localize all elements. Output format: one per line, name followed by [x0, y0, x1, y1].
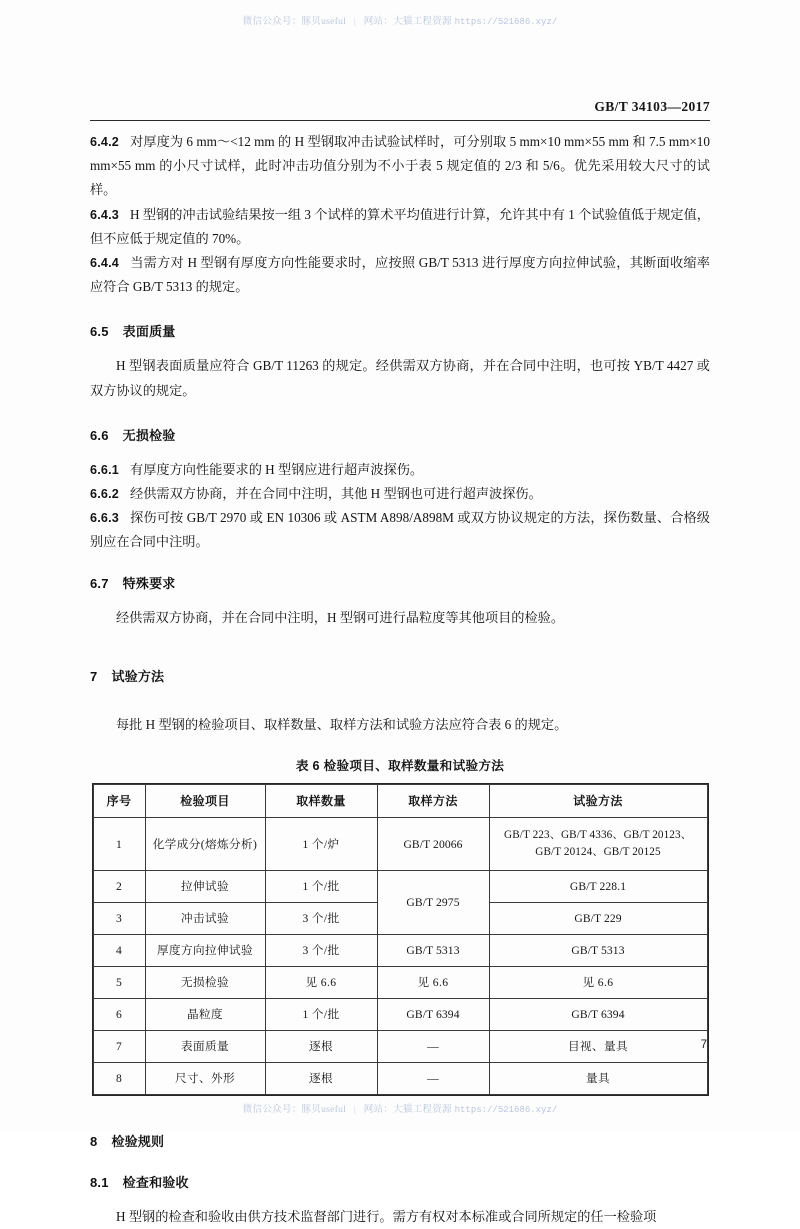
table-row [93, 935, 707, 967]
clause-6-6-2-number: 6.6.2 [90, 487, 120, 502]
clause-6-4-4-text: 当需方对 H 型钢有厚度方向性能要求时，应按照 GB/T 5313 进行厚度方向拉伸试验，其断面收缩率应符合 GB/T 5313 的规定。 [90, 255, 710, 295]
cell-sampling-method: GB/T 5313 [377, 935, 489, 967]
cell-test-method [489, 818, 707, 871]
clause-8-1-text: H 型钢的检查和验收由供方技术监督部门进行。需方有权对本标准或合同所规定的任一检验项 [116, 1209, 657, 1225]
cell-test-method: GB/T 5313 [489, 935, 707, 967]
cell-test-method-line-1: GB/T 223、GB/T 4336、GB/T 20123、 [504, 828, 692, 841]
column-header-item: 检验项目 [145, 785, 265, 818]
cell-quantity: 逐根 [265, 1031, 377, 1063]
heading-6-7 [90, 573, 710, 592]
cell-no: 7 [93, 1031, 145, 1063]
column-header-sampling-method: 取样方法 [377, 785, 489, 818]
heading-6-6-title: 无损检验 [122, 427, 176, 443]
clause-6-6-1-text: 有厚度方向性能要求的 H 型钢应进行超声波探伤。 [130, 461, 424, 477]
heading-8-number: 8 [90, 1134, 98, 1150]
heading-7 [90, 666, 710, 685]
table-row [93, 818, 707, 871]
cell-item: 拉伸试验 [145, 871, 265, 903]
column-header-test-method: 试验方法 [489, 785, 707, 818]
cell-test-method: 目视、量具 [489, 1031, 707, 1063]
table-header-row [93, 785, 707, 818]
watermark-separator: | [353, 1105, 357, 1115]
clause-6-4-3-number: 6.4.3 [90, 207, 120, 222]
heading-8-1-title: 检查和验收 [122, 1175, 189, 1191]
cell-no: 5 [93, 967, 145, 999]
cell-test-method: GB/T 228.1 [489, 871, 707, 903]
watermark-wechat-label: 微信公众号：豚贝useful [242, 1105, 347, 1115]
cell-no: 2 [93, 871, 145, 903]
clause-6-4-4 [90, 251, 710, 299]
heading-8 [90, 1131, 710, 1150]
clause-6-6-1-number: 6.6.1 [90, 462, 120, 477]
heading-8-1-number: 8.1 [90, 1175, 109, 1191]
clause-6-5-text: H 型钢表面质量应符合 GB/T 11263 的规定。经供需双方协商，并在合同中注明，也可按 YB/T 4427 或双方协议的规定。 [90, 358, 710, 398]
cell-sampling-method: — [377, 1063, 489, 1095]
cell-item: 晶粒度 [145, 999, 265, 1031]
cell-quantity: 见 6.6 [265, 967, 377, 999]
cell-no: 4 [93, 935, 145, 967]
clause-7-text: 每批 H 型钢的检验项目、取样数量、取样方法和试验方法应符合表 6 的规定。 [116, 716, 568, 732]
clause-6-4-2-number: 6.4.2 [90, 135, 120, 149]
cell-quantity: 1 个/批 [265, 999, 377, 1031]
heading-8-title: 检验规则 [111, 1134, 165, 1150]
heading-8-1 [90, 1172, 710, 1191]
column-header-quantity: 取样数量 [265, 785, 377, 818]
column-header-no: 序号 [93, 785, 145, 818]
clause-6-6-2-text: 经供需双方协商，并在合同中注明，其他 H 型钢也可进行超声波探伤。 [130, 486, 542, 502]
watermark-site-label: 网站：大猫工程资源 [363, 1105, 452, 1115]
clause-6-4-3 [90, 203, 710, 251]
cell-test-method: GB/T 6394 [489, 999, 707, 1031]
cell-quantity: 3 个/批 [265, 903, 377, 935]
heading-7-number: 7 [90, 668, 98, 684]
cell-item: 冲击试验 [145, 903, 265, 935]
table-6-caption: 表 6 检验项目、取样数量和试验方法 [295, 759, 505, 774]
clause-6-6-3 [90, 506, 710, 554]
watermark-url: https://521686.xyz/ [454, 17, 558, 27]
page-number: 7 [700, 1039, 707, 1051]
table-row [93, 1063, 707, 1095]
clause-6-6-3-text: 探伤可按 GB/T 2970 或 EN 10306 或 ASTM A898/A898M 或双方协议规定的方法，探伤数量、合格级别应在合同中注明。 [90, 510, 710, 550]
cell-item: 表面质量 [145, 1031, 265, 1063]
running-head-standard-number: GB/T 34103—2017 [594, 99, 710, 114]
cell-item: 化学成分(熔炼分析) [145, 818, 265, 871]
heading-6-7-number: 6.7 [90, 575, 109, 591]
cell-quantity: 逐根 [265, 1063, 377, 1095]
table-6-inspection-items [93, 784, 708, 1095]
cell-no: 6 [93, 999, 145, 1031]
watermark-url: https://521686.xyz/ [454, 1105, 558, 1115]
cell-no: 8 [93, 1063, 145, 1095]
clause-6-4-2-text: 对厚度为 6 mm～<12 mm 的 H 型钢取冲击试验试样时，可分别取 5 mm×10 mm×55 mm 和 7.5 mm×10 mm×55 mm 的小尺寸试样，此时冲击功值分别为不小于表 5 规定值的 2/3 和 5/6。优先采用较大尺寸的试样。 [90, 134, 710, 198]
watermark-site-label: 网站：大猫工程资源 [363, 17, 452, 27]
heading-7-title: 试验方法 [111, 668, 165, 684]
heading-6-7-title: 特殊要求 [122, 575, 176, 591]
clause-6-6-1 [90, 458, 710, 482]
table-row [93, 1031, 707, 1063]
cell-quantity: 1 个/批 [265, 871, 377, 903]
cell-item: 无损检验 [145, 967, 265, 999]
cell-test-method: 量具 [489, 1063, 707, 1095]
clause-6-6-2 [90, 482, 710, 506]
cell-sampling-method: — [377, 1031, 489, 1063]
clause-6-4-2 [90, 130, 710, 203]
heading-6-6 [90, 425, 710, 444]
cell-no: 1 [93, 818, 145, 871]
watermark-bottom [0, 1101, 800, 1115]
table-row [93, 999, 707, 1031]
watermark-wechat-label: 微信公众号：豚贝useful [242, 17, 347, 27]
header-rule [90, 120, 710, 121]
cell-quantity: 1 个/炉 [265, 818, 377, 871]
cell-test-method: GB/T 229 [489, 903, 707, 935]
watermark-top [0, 13, 800, 27]
cell-sampling-method: GB/T 2975 [377, 871, 489, 935]
cell-sampling-method: GB/T 6394 [377, 999, 489, 1031]
clause-6-6-3-number: 6.6.3 [90, 511, 120, 526]
clause-6-4-4-number: 6.4.4 [90, 256, 120, 271]
clause-6-7-text: 经供需双方协商，并在合同中注明，H 型钢可进行晶粒度等其他项目的检验。 [116, 609, 565, 625]
page-body [90, 130, 710, 1229]
heading-6-5-number: 6.5 [90, 324, 109, 340]
cell-no: 3 [93, 903, 145, 935]
cell-sampling-method: 见 6.6 [377, 967, 489, 999]
cell-sampling-method: GB/T 20066 [377, 818, 489, 871]
heading-6-5-title: 表面质量 [122, 324, 176, 340]
cell-item: 尺寸、外形 [145, 1063, 265, 1095]
watermark-separator: | [353, 17, 357, 27]
clause-6-4-3-text: H 型钢的冲击试验结果按一组 3 个试样的算术平均值进行计算，允许其中有 1 个试验值低于规定值，但不应低于规定值的 70%。 [90, 206, 710, 246]
cell-test-method: 见 6.6 [489, 967, 707, 999]
table-row [93, 871, 707, 903]
heading-6-6-number: 6.6 [90, 427, 109, 443]
cell-test-method-line-2: GB/T 20124、GB/T 20125 [535, 846, 661, 859]
table-row [93, 967, 707, 999]
cell-quantity: 3 个/批 [265, 935, 377, 967]
cell-item: 厚度方向拉伸试验 [145, 935, 265, 967]
heading-6-5 [90, 321, 710, 340]
